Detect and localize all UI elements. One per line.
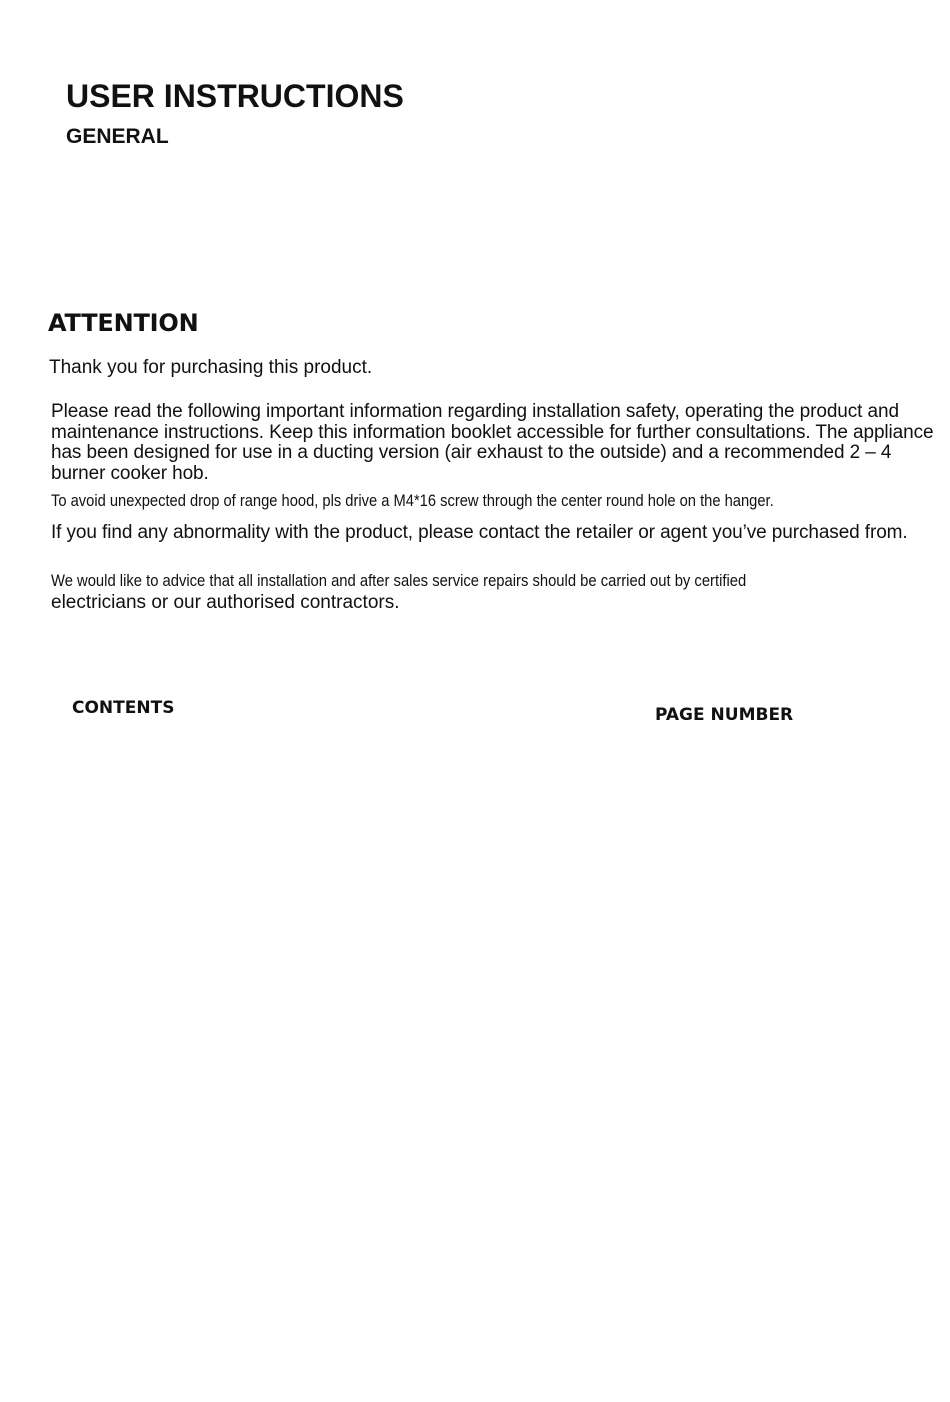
- page-number-heading: PAGE NUMBER: [655, 705, 794, 725]
- section-subtitle: GENERAL: [66, 125, 169, 148]
- contents-heading: CONTENTS: [72, 698, 175, 718]
- thanks-text: Thank you for purchasing this product.: [49, 357, 373, 378]
- advice-line-1: We would like to advice that all installation and after sales service repairs should be carried out by certified: [51, 571, 747, 590]
- advice-line-2: electricians or our authorised contractors.: [51, 592, 400, 613]
- abnormality-paragraph: If you find any abnormality with the product, please contact the retailer or agent you’ve purchased from.: [51, 522, 908, 543]
- read-information-paragraph: Please read the following important information regarding installation safety, operating the product and maintenance instructions. Keep this information booklet accessible for further consultations. The appliance has been designed for use in a ducting version (air exhaust to the outside) and a recommended 2 – 4 burner cooker hob.: [51, 401, 934, 484]
- page-title: USER INSTRUCTIONS: [66, 78, 404, 114]
- attention-heading: ATTENTION: [48, 309, 199, 337]
- screw-note: To avoid unexpected drop of range hood, pls drive a M4*16 screw through the center round hole on the hanger.: [51, 491, 774, 510]
